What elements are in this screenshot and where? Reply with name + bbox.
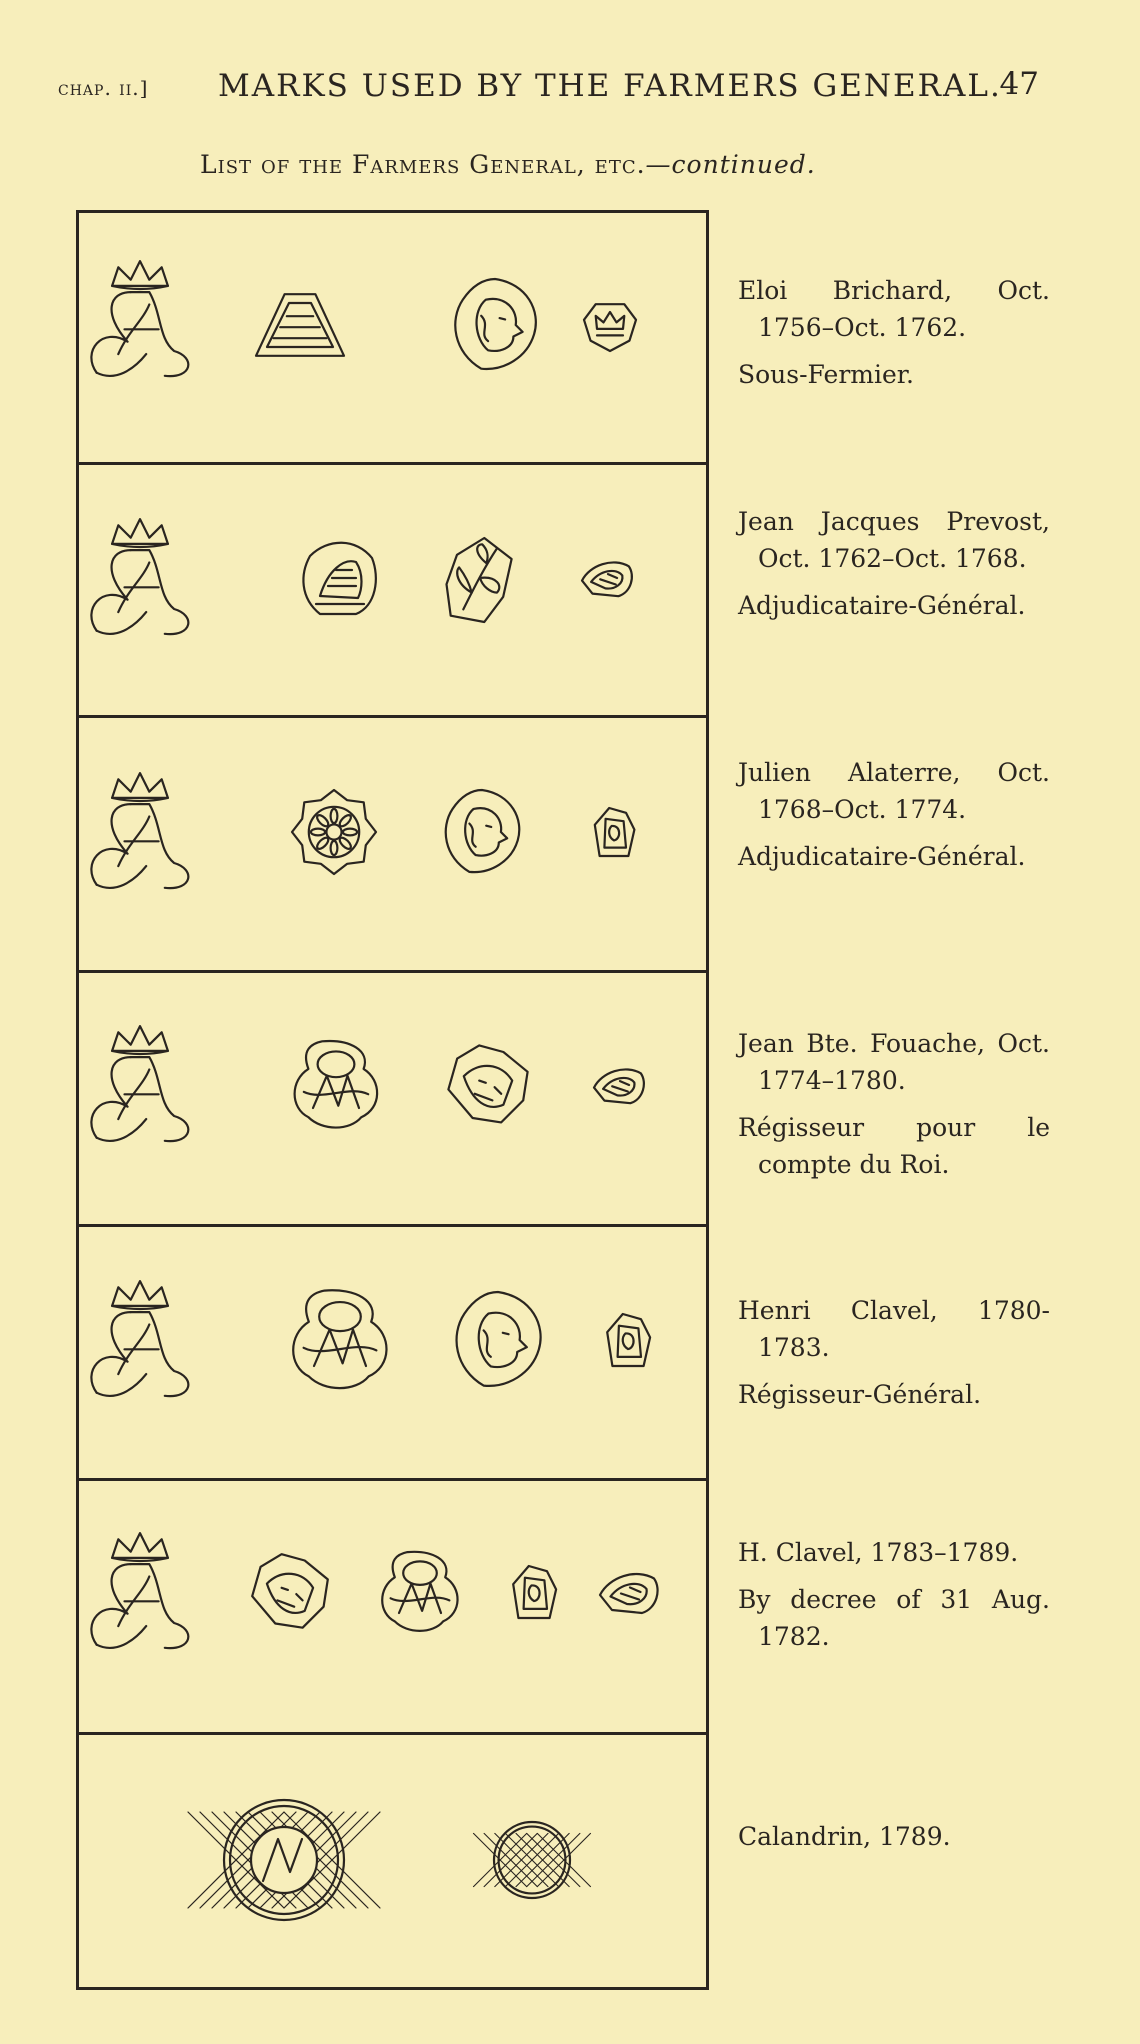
monogram-mark-icon (284, 1284, 396, 1396)
entry-name-dates: Henri Clavel, 1780-1783. (738, 1296, 1050, 1362)
list-subheading (200, 150, 816, 179)
farmer-entry (738, 1292, 1050, 1413)
head-profile-mark-icon (436, 786, 528, 878)
entry-name-dates: H. Clavel, 1783–1789. (738, 1538, 1019, 1567)
animal-head-mark-icon (244, 1546, 336, 1638)
rosette-mark-icon (288, 786, 380, 878)
subheading-main: List of the Farmers General, etc. (200, 150, 646, 179)
small-head-mark-icon (504, 1562, 564, 1622)
subheading-continued: —continued. (645, 150, 816, 179)
small-animal-mark-icon (578, 548, 638, 608)
farmer-entry (738, 1818, 1050, 1855)
triangle-mark-icon (252, 277, 348, 373)
page-number: 47 (999, 66, 1039, 102)
crowned-A-mark-icon (74, 1526, 206, 1658)
farmer-entry (738, 503, 1050, 624)
entry-name-dates: Eloi Brichard, Oct. 1756–Oct. 1762. (738, 276, 1050, 342)
small-head-mark-icon (586, 804, 642, 860)
leaf-branch-mark-icon (432, 534, 524, 626)
entry-title: Sous-Fermier. (738, 360, 914, 389)
chapter-label: chap. ii.] (58, 76, 149, 100)
farmer-entry (738, 272, 1050, 393)
crowned-A-mark-icon (74, 512, 206, 644)
small-round-seal-mark-icon (490, 1818, 574, 1902)
crowned-A-mark-icon (74, 254, 206, 386)
marks-table (76, 210, 709, 1990)
entry-title: By decree of 31 Aug. 1782. (738, 1585, 1050, 1651)
crowned-A-mark-icon (74, 1274, 206, 1406)
head-profile-mark-icon (445, 275, 545, 375)
farmer-entry (738, 1534, 1050, 1655)
small-animal-mark-icon (596, 1558, 664, 1626)
entry-title: Régisseur pour le compte du Roi. (738, 1113, 1050, 1179)
entry-title: Adjudicataire-Général. (738, 591, 1026, 620)
mark-row (79, 1735, 706, 1990)
small-animal-mark-icon (590, 1055, 650, 1115)
head-profile-mark-icon (446, 1288, 550, 1392)
entry-title: Adjudicataire-Général. (738, 842, 1026, 871)
entry-name-dates: Julien Alaterre, Oct. 1768–Oct. 1774. (738, 758, 1050, 824)
monogram-mark-icon (286, 1035, 386, 1135)
farmer-entry (738, 754, 1050, 875)
farmer-entry (738, 1025, 1050, 1183)
entry-name-dates: Jean Bte. Fouache, Oct. 1774–1780. (738, 1029, 1050, 1095)
entry-name-dates: Calandrin, 1789. (738, 1822, 951, 1851)
entry-title: Régisseur-Général. (738, 1380, 982, 1409)
bird-mark-icon (296, 534, 384, 622)
small-head-mark-icon (598, 1310, 658, 1370)
crown-shield-mark-icon (580, 295, 640, 355)
crowned-A-mark-icon (74, 766, 206, 898)
running-title: MARKS USED BY THE FARMERS GENERAL. (218, 68, 1002, 104)
running-header (58, 64, 1043, 114)
large-round-seal-mark-icon (220, 1796, 348, 1924)
animal-head-mark-icon (440, 1037, 536, 1133)
entry-name-dates: Jean Jacques Prevost, Oct. 1762–Oct. 1768. (738, 507, 1050, 573)
crowned-A-mark-icon (74, 1019, 206, 1151)
monogram-mark-icon (374, 1546, 466, 1638)
